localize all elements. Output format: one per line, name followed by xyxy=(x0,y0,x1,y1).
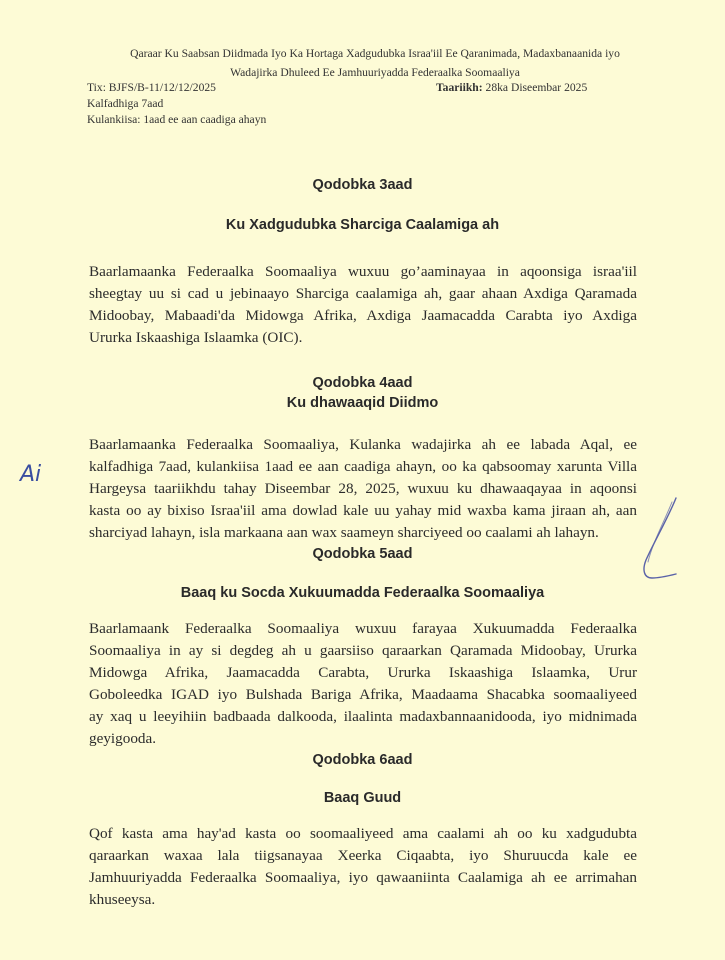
article-5-subheading: Baaq ku Socda Xukuumadda Federaalka Soomaaliya xyxy=(180,585,545,601)
meeting-label: Kulankiisa: 1aad ee aan caadiga ahayn xyxy=(87,113,267,126)
article-6-heading: Qodobka 6aad xyxy=(312,752,413,768)
paragraph-line: Soomaaliya in ay si degdeg ah u gaarsiiso qaraarkan Qaramada Midoobay, Ururka xyxy=(89,642,637,659)
paragraph-line: Ururka Iskaashiga Islaamka (OIC). xyxy=(89,329,303,346)
paragraph-line: Midoobay, Mabaadi'da Midowga Afrika, Axdiga Jaamacadda Carabta iyo Axdiga xyxy=(89,307,637,324)
handwritten-initials: Ai xyxy=(20,462,42,487)
paragraph-line: geyigooda. xyxy=(89,730,157,747)
paragraph-line: qaraarkan waxaa lala tiigsanayaa Xeerka Ciqaabta, iyo Shuruucda kale ee xyxy=(89,847,637,864)
paragraph-line: Qof kasta ama hay'ad kasta oo soomaaliyeed ama caalami ah oo ku xadgudubta xyxy=(89,825,637,842)
article-6-paragraph xyxy=(89,823,637,911)
paragraph-line: Midowga Afrika, Jaamacadda Carabta, Ururka Iskaashiga Islaamka, Urur xyxy=(89,664,637,681)
handwritten-signature-mark xyxy=(634,494,684,586)
article-5-heading: Qodobka 5aad xyxy=(312,546,413,562)
document-date xyxy=(436,81,587,94)
resolution-title-line-1: Qaraar Ku Saabsan Diidmada Iyo Ka Hortaga Xadgudubka Israa'iil Ee Qaranimada, Madaxbanaanida iyo xyxy=(130,47,620,60)
paragraph-line: kalfadhiga 7aad, kulankiisa 1aad ee aan caadiga ahayn, oo ka qabsoomay xarunta Villa xyxy=(89,458,637,475)
paragraph-line: Jamhuuriyadda Federaalka Soomaaliya, iyo qawaaniinta Caalamiga ah ee arrimahan xyxy=(89,869,637,886)
paragraph-line: sheegtay uu si cad u jebinaayo Sharciga caalamiga ah, gaar ahaan Axdiga Qaramada xyxy=(89,285,637,302)
resolution-title-line-2: Wadajirka Dhuleed Ee Jamhuuriyadda Federaalka Soomaaliya xyxy=(230,66,520,79)
paragraph-line: ay xaq u leeyihiin badbaada dalkooda, ilaalinta madaxbannaanidooda, iyo midnimada xyxy=(89,708,637,725)
article-3-subheading: Ku Xadgudubka Sharciga Caalamiga ah xyxy=(225,217,500,233)
paragraph-line: Baarlamaank Federaalka Soomaaliya wuxuu farayaa Xukuumadda Federaalka xyxy=(89,620,637,637)
paragraph-line: Goboleedka IGAD iyo Bulshada Bariga Afrika, Maadaama Shacabka soomaaliyeed xyxy=(89,686,637,703)
article-3-heading: Qodobka 3aad xyxy=(312,177,413,193)
date-value: 28ka Diseembar 2025 xyxy=(485,81,588,94)
session-label: Kalfadhiga 7aad xyxy=(87,97,164,110)
article-3-paragraph xyxy=(89,261,637,349)
article-6-subheading: Baaq Guud xyxy=(323,790,402,806)
paragraph-line: khuseeysa. xyxy=(89,891,156,908)
article-5-paragraph xyxy=(89,618,637,750)
reference-number: Tix: BJFS/B-11/12/12/2025 xyxy=(87,81,216,94)
paragraph-line: kasta oo ay bixiso Israa'iil ama dowlad kale uu yahay mid waxba kama jiraan ah, aan xyxy=(89,502,637,519)
date-label: Taariikh: xyxy=(436,81,483,94)
article-4-subheading: Ku dhawaaqid Diidmo xyxy=(286,395,439,411)
paragraph-line: Hargeysa taariikhdu tahay Diseembar 28, 2025, wuxuu ku dhawaaqayaa in aqoonsi xyxy=(89,480,637,497)
paragraph-line: Baarlamaanka Federaalka Soomaaliya, Kulanka wadajirka ah ee labada Aqal, ee xyxy=(89,436,637,453)
resolution-title xyxy=(80,44,670,82)
article-4-paragraph xyxy=(89,434,637,544)
paragraph-line: sharciyad lahayn, isla markaana aan wax saameyn sharciyeed oo caalami ah lahayn. xyxy=(89,524,599,541)
paragraph-line: Baarlamaanka Federaalka Soomaaliya wuxuu go’aaminayaa in aqoonsiga israa'iil xyxy=(89,263,637,280)
article-4-heading: Qodobka 4aad xyxy=(312,375,413,391)
